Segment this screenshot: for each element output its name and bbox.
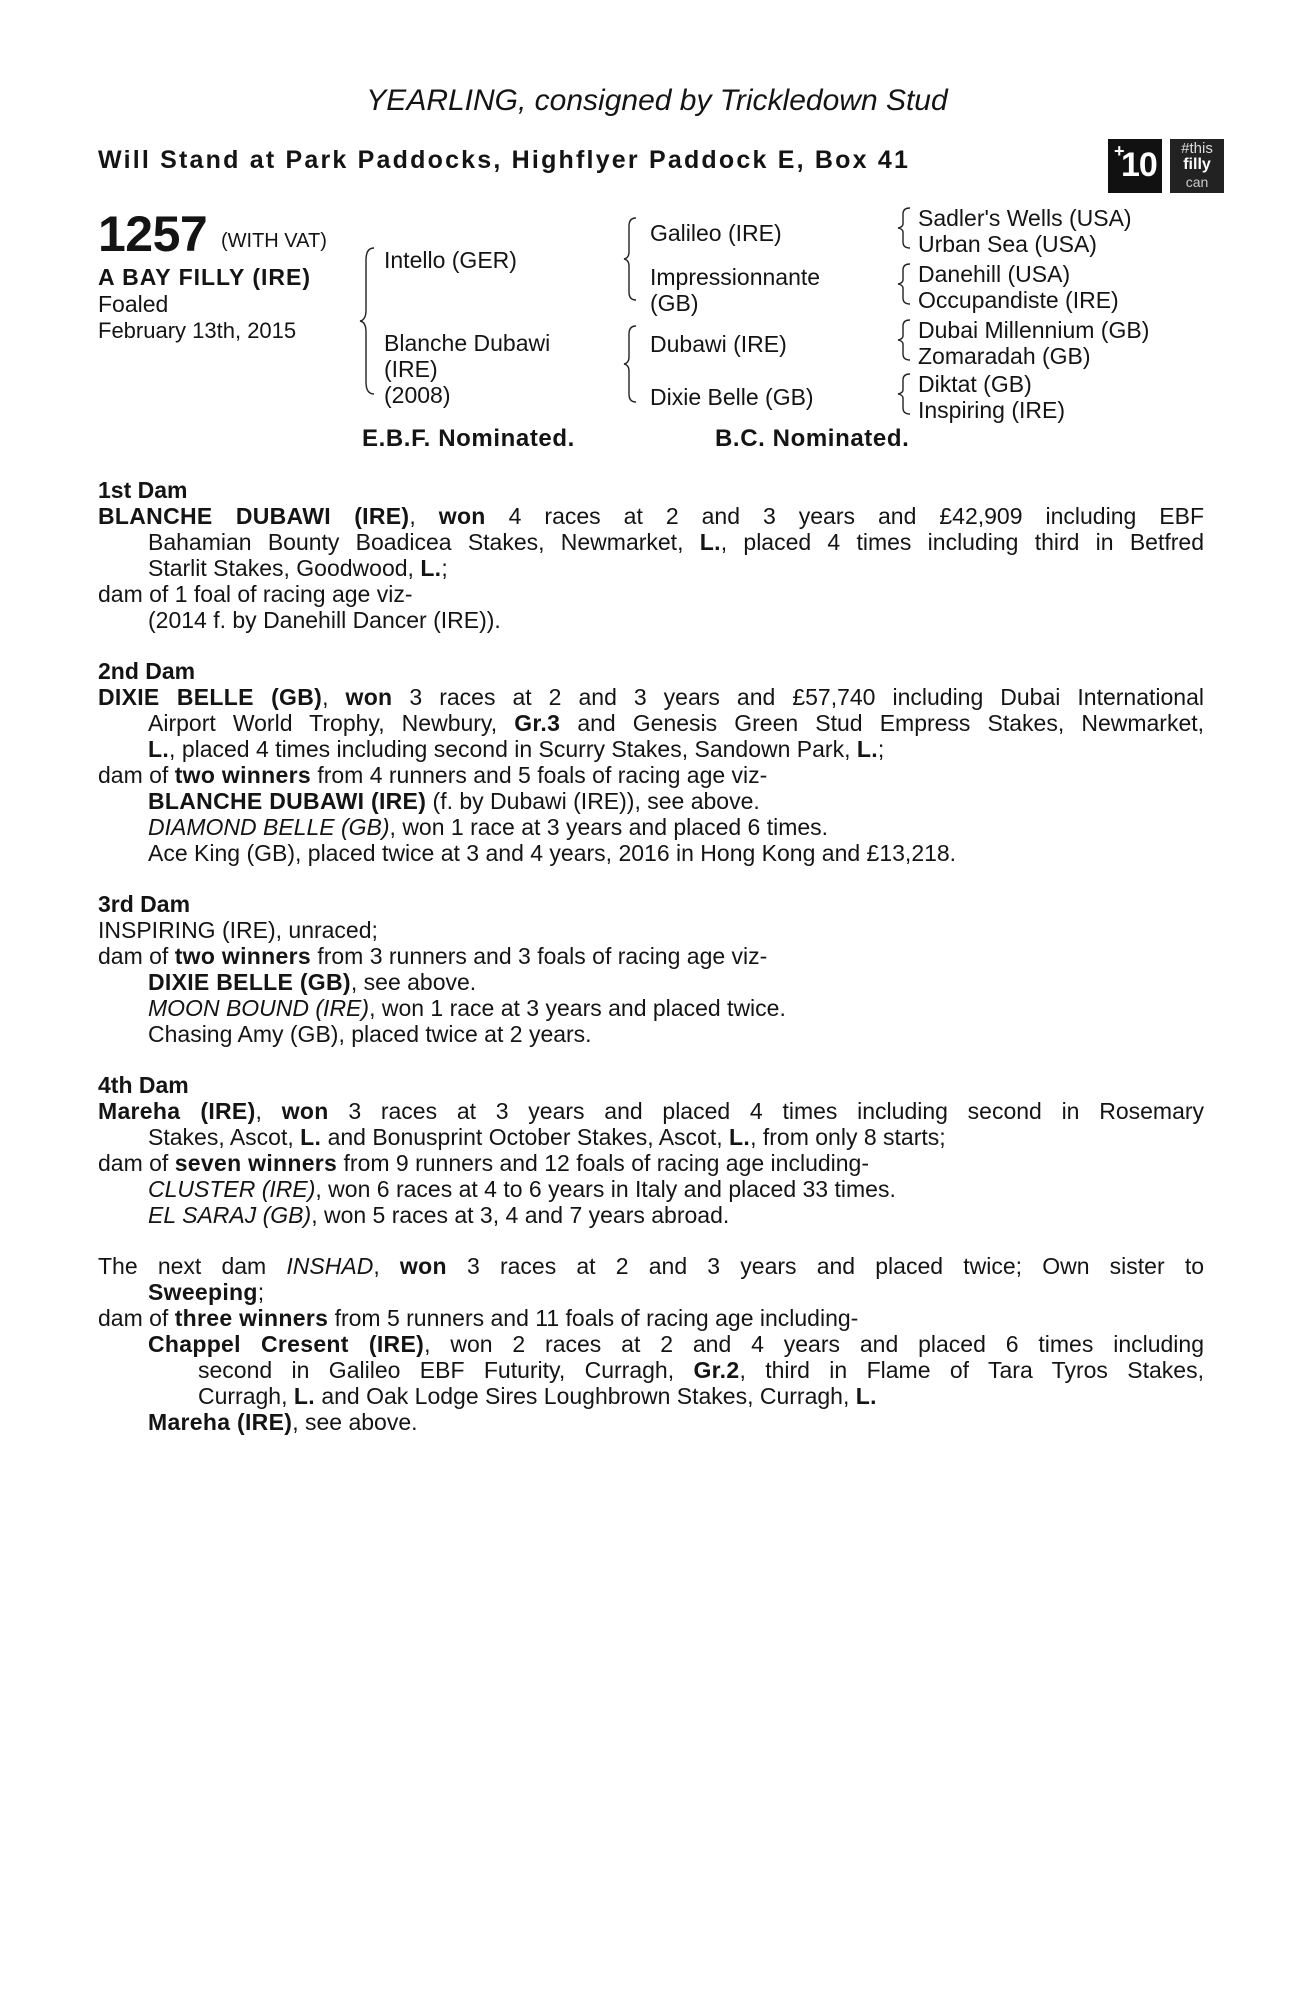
dam2-winners: two winners [174,762,311,788]
pedigree-brace-ds [896,318,912,362]
dam2-line2-a: Airport World Trophy, Newbury, [148,710,498,736]
dam3-line1: INSPIRING (IRE), unraced; [98,917,378,943]
dam2-progeny1-name: BLANCHE DUBAWI (IRE) [148,788,427,814]
next-dam-sweeping: Sweeping [148,1279,258,1305]
next-dam-progeny1-gr: Gr.2 [693,1357,740,1383]
pedigree-brace-sire [622,216,638,302]
dam1-line3-L: L. [420,555,442,581]
pedigree-dsd: Zomaradah (GB) [918,343,1091,369]
next-dam-progeny1-L: L. [293,1383,315,1409]
dam2-line1-rest: 3 races at 2 and 3 years and £57,740 including Dubai International [409,684,1204,710]
next-dam-progeny1-line1 [148,1331,1204,1358]
plus10-logo [1108,139,1162,193]
page-title: YEARLING, consigned by Trickledown Stud [366,84,948,117]
next-dam-progeny2 [148,1409,418,1436]
foaled-label: Foaled [98,291,169,317]
dam1-line2-b: , placed 4 times including third in Betfred [720,529,1204,555]
pedigree-brace-dam [622,324,638,404]
dam4-line2 [148,1124,946,1151]
next-dam-line3 [98,1305,858,1332]
next-dam-progeny1-line3 [198,1383,877,1410]
dam1-heading: 1st Dam [98,477,188,503]
pedigree-ddd: Inspiring (IRE) [918,397,1065,423]
dam4-line1: Mareha (IRE), won 3 races at 3 years and placed 4 times including second in Rosemary [98,1098,1205,1124]
dam4-line3 [98,1150,869,1177]
dam4-line3-a: dam of [98,1150,169,1176]
dam4-line3-c: from 9 runners and 12 foals of racing age including- [343,1150,870,1176]
dam1-line2-L: L. [699,529,721,555]
dam4-progeny2-name: EL SARAJ (GB) [148,1202,312,1228]
next-dam-line2-b: ; [257,1279,265,1305]
dam4-progeny2 [148,1202,729,1229]
ebf-nominated: E.B.F. Nominated. [362,425,575,452]
dam2-progeny1-rest: (f. by Dubawi (IRE)), see above. [432,788,760,814]
pedigree-dam-line2: (IRE) [384,356,438,382]
next-dam-name: INSHAD [286,1253,374,1279]
plus10-logo-plus: + [1114,141,1125,161]
dam4-line2-b: and Bonusprint October Stakes, Ascot, [327,1124,723,1150]
dam4-progeny2-rest: , won 5 races at 3, 4 and 7 years abroad. [311,1202,730,1228]
filly-logo-line2: filly [1183,156,1211,173]
next-dam-progeny1-L2: L. [855,1383,877,1409]
dam3-progeny2-name: MOON BOUND (IRE) [148,995,370,1021]
next-dam-progeny1-l3-b: and Oak Lodge Sires Loughbrown Stakes, Curragh, [321,1383,850,1409]
pedigree-brace-gen1 [358,246,376,396]
dam4-won: won [281,1098,329,1124]
dam3-progeny1 [148,969,476,996]
dam1-line4: dam of 1 foal of racing age viz- [98,581,413,607]
pedigree-brace-ss [896,206,912,250]
next-dam-progeny1-line2 [198,1357,1204,1384]
dam3-progeny1-rest: , see above. [350,969,477,995]
dam1-line5: (2014 f. by Danehill Dancer (IRE)). [148,607,501,633]
dam4-line2-a: Stakes, Ascot, [148,1124,294,1150]
dam2-line4 [98,762,767,789]
dam2-line2-gr: Gr.3 [514,710,561,736]
dam3-winners: two winners [174,943,311,969]
dam1-line3-b: ; [441,555,448,581]
dam3-progeny2-rest: , won 1 race at 3 years and placed twice. [369,995,786,1021]
dam2-heading: 2nd Dam [98,658,196,684]
dam4-line2-c: , from only 8 starts; [750,1124,946,1150]
dam1-name: BLANCHE DUBAWI (IRE) [98,503,410,529]
pedigree-sire-dam-line2: (GB) [650,290,699,316]
dam3-line2 [98,943,767,970]
next-dam-progeny1-l2-b: , third in Flame of Tara Tyros Stakes, [739,1357,1204,1383]
next-dam-won: won [399,1253,447,1279]
plus10-logo-ten: 10 [1121,146,1157,184]
pedigree-dam-line1: Blanche Dubawi [384,330,551,356]
dam2-progeny1 [148,788,760,815]
dam2-line4-c: from 4 runners and 5 foals of racing age viz- [317,762,768,788]
dam4-heading: 4th Dam [98,1072,189,1098]
dam2-line3-L: L. [148,736,170,762]
next-dam-intro: The next dam [98,1253,267,1279]
dam1-line3 [148,555,448,582]
dam4-progeny1-name: CLUSTER (IRE) [148,1176,316,1202]
next-dam-line3-c: from 5 runners and 11 foals of racing age including- [334,1305,859,1331]
pedigree-dds: Diktat (GB) [918,371,1032,397]
dam1-line1-rest: 4 races at 2 and 3 years and £42,909 including EBF [508,503,1205,529]
dam4-progeny1-rest: , won 6 races at 4 to 6 years in Italy and placed 33 times. [315,1176,896,1202]
next-dam-progeny1-l2-a: second in Galileo EBF Futurity, Curragh, [198,1357,675,1383]
pedigree-brace-dd [896,372,912,416]
dam2-line3-b: , placed 4 times including second in Scurry Stakes, Sandown Park, [169,736,851,762]
next-dam-progeny2-name: Mareha (IRE) [148,1409,293,1435]
dam3-progeny2 [148,995,786,1022]
next-dam-progeny1-name: Chappel Cresent (IRE) [148,1331,425,1357]
next-dam-progeny2-rest: , see above. [292,1409,418,1435]
this-filly-can-logo [1170,139,1224,193]
dam2-line2 [148,710,1204,737]
next-dam-line3-a: dam of [98,1305,169,1331]
dam2-line1: DIXIE BELLE (GB), won 3 races at 2 and 3 years and £57,740 including Dubai International [98,684,1204,710]
dam1-won: won [438,503,486,529]
filly-logo-line1: #this [1181,140,1213,157]
pedigree-dam-line3: (2008) [384,382,451,408]
bc-nominated: B.C. Nominated. [715,425,910,452]
dam2-progeny2-name: DIAMOND BELLE (GB) [148,814,390,840]
next-dam-progeny1-rest: , won 2 races at 2 and 4 years and placed 6 times including [424,1331,1205,1357]
next-dam-line1: The next dam INSHAD, won 3 races at 2 and 3 years and placed twice; Own sister to [98,1253,1204,1279]
dam2-progeny3: Ace King (GB), placed twice at 3 and 4 years, 2016 in Hong Kong and £13,218. [148,840,957,866]
dam4-line2-L: L. [300,1124,322,1150]
dam3-heading: 3rd Dam [98,891,191,917]
lot-number: 1257 [98,206,208,262]
dam2-progeny2-rest: , won 1 race at 3 years and placed 6 times. [389,814,829,840]
location-line: Will Stand at Park Paddocks, Highflyer Paddock E, Box 41 [98,146,911,174]
pedigree-dam-sire: Dubawi (IRE) [650,331,787,357]
pedigree-sss: Sadler's Wells (USA) [918,205,1132,231]
foaled-date: February 13th, 2015 [98,318,297,343]
dam4-line2-L2: L. [729,1124,751,1150]
pedigree-sdd: Occupandiste (IRE) [918,287,1119,313]
dam1-line2 [148,529,1204,556]
dam2-line3-c: ; [877,736,885,762]
vat-label: (WITH VAT) [221,230,327,252]
pedigree-sire: Intello (GER) [384,247,517,273]
dam3-progeny1-name: DIXIE BELLE (GB) [148,969,351,995]
dam1-line3-a: Starlit Stakes, Goodwood, [148,555,414,581]
dam2-name: DIXIE BELLE (GB) [98,684,323,710]
dam4-name: Mareha (IRE) [98,1098,256,1124]
next-dam-winners: three winners [174,1305,329,1331]
pedigree-sire-sire: Galileo (IRE) [650,220,782,246]
dam1-line2-a: Bahamian Bounty Boadicea Stakes, Newmarket, [148,529,684,555]
dam2-progeny2 [148,814,828,841]
dam2-line2-b: and Genesis Green Stud Empress Stakes, Newmarket, [577,710,1205,736]
pedigree-sds: Danehill (USA) [918,261,1071,287]
dam2-line3-L2: L. [856,736,878,762]
dam3-line2-a: dam of [98,943,169,969]
dam4-line1-rest: 3 races at 3 years and placed 4 times including second in Rosemary [348,1098,1205,1124]
next-dam-line2 [148,1279,264,1306]
horse-name: A BAY FILLY (IRE) [98,264,311,290]
pedigree-dam-dam: Dixie Belle (GB) [650,384,814,410]
next-dam-progeny1-l3-a: Curragh, [198,1383,288,1409]
dam2-won: won [345,684,393,710]
dam4-progeny1 [148,1176,896,1203]
next-dam-line1-rest: 3 races at 2 and 3 years and placed twice; Own sister to [466,1253,1204,1279]
pedigree-brace-sd [896,262,912,306]
filly-logo-line3: can [1185,174,1209,190]
dam2-line3 [148,736,884,763]
dam4-winners: seven winners [174,1150,338,1176]
pedigree-dss: Dubai Millennium (GB) [918,317,1150,343]
dam3-progeny3: Chasing Amy (GB), placed twice at 2 years. [148,1021,592,1047]
dam1-line1: BLANCHE DUBAWI (IRE), won 4 races at 2 and 3 years and £42,909 including EBF [98,503,1205,529]
pedigree-sire-dam-line1: Impressionnante [650,264,821,290]
pedigree-ssd: Urban Sea (USA) [918,231,1097,257]
dam3-line2-c: from 3 runners and 3 foals of racing age viz- [317,943,768,969]
dam2-line4-a: dam of [98,762,169,788]
